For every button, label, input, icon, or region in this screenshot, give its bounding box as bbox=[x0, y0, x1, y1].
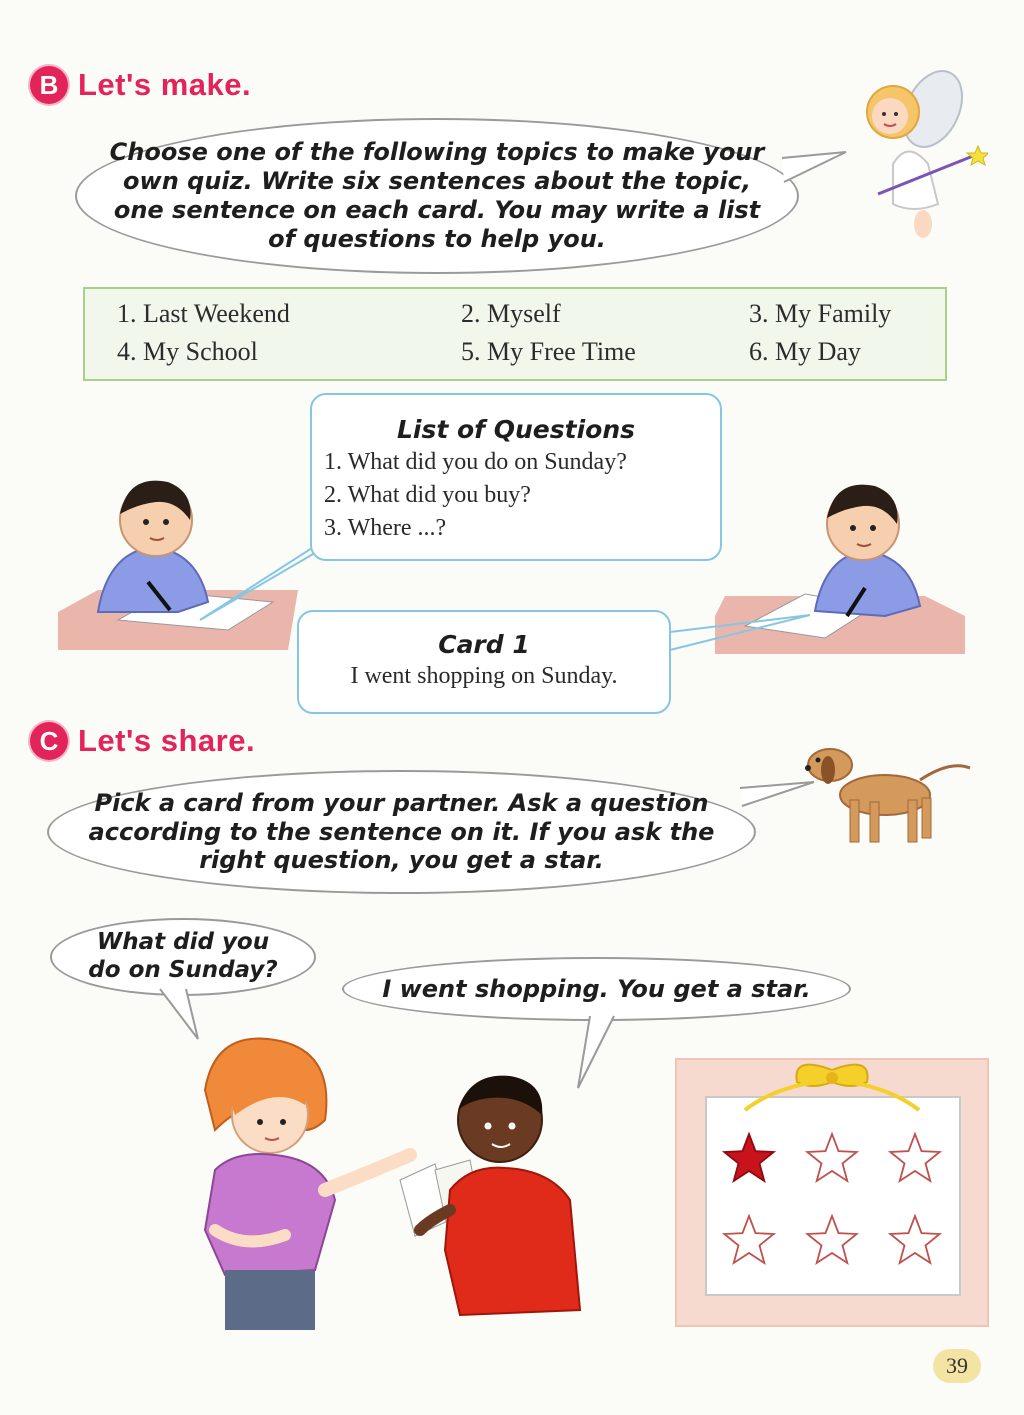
star-outline-icon bbox=[807, 1134, 856, 1181]
section-b-badge: B bbox=[30, 66, 68, 104]
sentence-card-text: I went shopping on Sunday. bbox=[350, 663, 618, 689]
bubble-tail bbox=[738, 780, 818, 820]
instruction-bubble-c bbox=[47, 770, 756, 894]
bubble-tail bbox=[780, 148, 850, 198]
angel-illustration bbox=[838, 64, 988, 244]
section-b-header bbox=[30, 66, 251, 104]
sentence-card bbox=[297, 610, 671, 714]
topics-box bbox=[83, 287, 947, 381]
topic-item: 6. My Day bbox=[749, 337, 861, 366]
topic-item: 5. My Free Time bbox=[461, 337, 636, 366]
topic-item: 1. Last Weekend bbox=[117, 299, 290, 328]
girl-illustration bbox=[175, 1030, 425, 1330]
question-list-title: List of Questions bbox=[396, 415, 636, 444]
instruction-text-c: Pick a card from your partner. Ask a question according to the sentence on it. If you ask the right question, you get a star. bbox=[88, 788, 715, 875]
star-board bbox=[675, 1058, 989, 1327]
section-c-badge: C bbox=[30, 722, 68, 760]
topic-item: 2. Myself bbox=[461, 299, 561, 328]
girl-speech-text: What did you do on Sunday? bbox=[88, 929, 278, 983]
section-c-header bbox=[30, 722, 255, 760]
star-outline-icon bbox=[890, 1134, 939, 1181]
instruction-text-b: Choose one of the following topics to make your own quiz. Write six sentences about the topic, one sentence on each card. You may write a list of questions to help you. bbox=[109, 138, 765, 253]
question-item: 2. What did you buy? bbox=[324, 482, 531, 508]
page-number: 39 bbox=[933, 1349, 981, 1383]
question-item: 3. Where ...? bbox=[324, 515, 447, 541]
instruction-bubble-b bbox=[75, 118, 799, 274]
boy-red-illustration bbox=[410, 1060, 610, 1330]
star-filled-icon bbox=[724, 1134, 773, 1181]
topic-item: 4. My School bbox=[117, 337, 258, 366]
sentence-card-title: Card 1 bbox=[438, 630, 530, 659]
star-outline-icon bbox=[807, 1216, 856, 1263]
topic-item: 3. My Family bbox=[749, 299, 892, 328]
star-outline-icon bbox=[724, 1216, 773, 1263]
star-board-stars bbox=[677, 1060, 987, 1325]
question-item: 1. What did you do on Sunday? bbox=[324, 449, 627, 475]
boy-speech-text: I went shopping. You get a star. bbox=[382, 974, 811, 1003]
star-outline-icon bbox=[890, 1216, 939, 1263]
section-b-title: Let's make. bbox=[78, 67, 252, 102]
section-c-title: Let's share. bbox=[78, 723, 256, 758]
dog-illustration bbox=[800, 740, 980, 850]
question-list-card bbox=[310, 393, 722, 561]
